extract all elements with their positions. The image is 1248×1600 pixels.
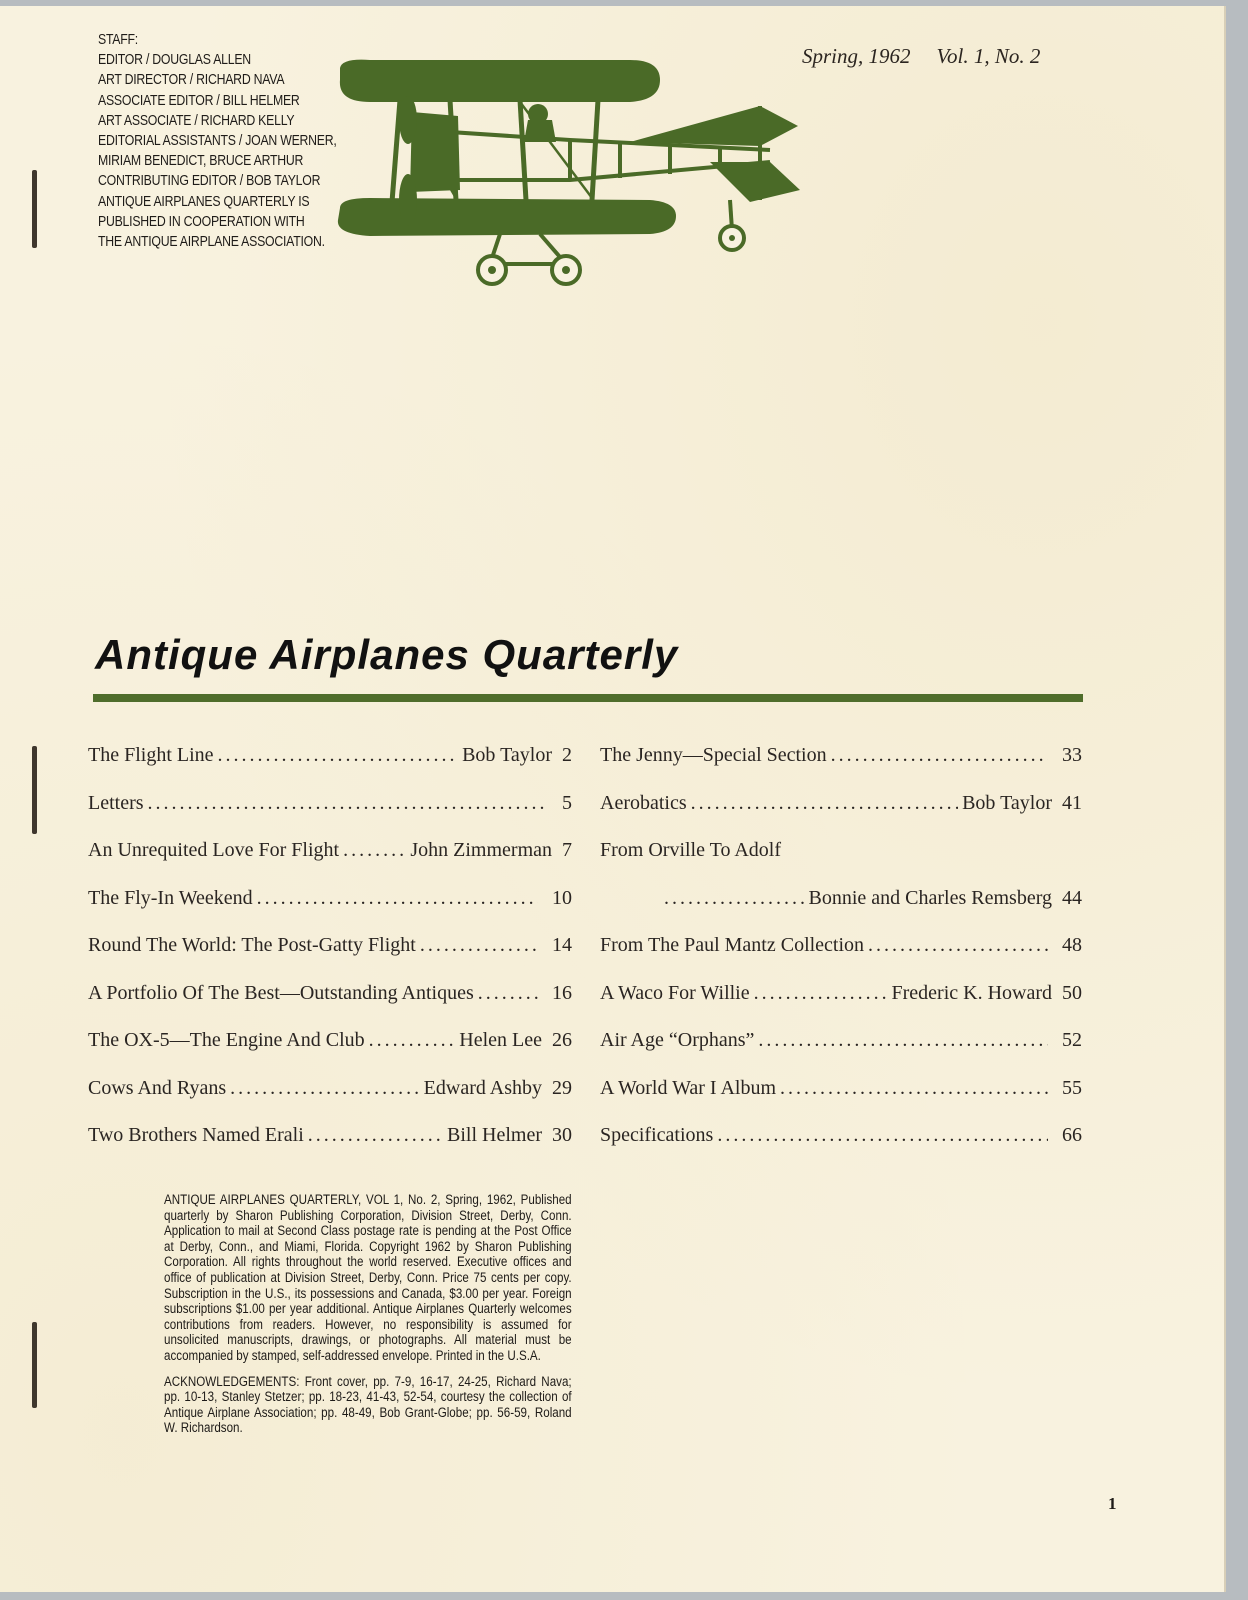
colophon [164,1192,572,1436]
toc-entry-page: 10 [552,886,572,909]
toc-entry-page: 52 [1062,1029,1082,1051]
contents-right-column [600,744,1082,1172]
staff-line: ART ASSOCIATE / RICHARD KELLY [98,111,295,129]
toc-leader [369,1029,456,1052]
staff-line: EDITOR / DOUGLAS ALLEN [98,51,251,69]
toc-leader [780,1077,1048,1100]
toc-entry-title: The OX-5—The Engine And Club [88,1029,365,1051]
toc-entry-title: Air Age “Orphans” [600,1029,755,1051]
toc-entry-page: 26 [552,1029,572,1051]
toc-entry[interactable] [600,839,1082,887]
toc-entry-title: A Waco For Willie [600,981,750,1004]
issue-info [802,44,1040,69]
toc-entry[interactable] [88,887,572,935]
toc-entry-page: 2 [562,744,572,766]
toc-entry-title: Specifications [600,1124,714,1146]
toc-entry-author: Edward Ashby [423,1076,542,1099]
toc-leader [691,792,958,815]
toc-entry-title: A World War I Album [600,1076,777,1099]
toc-entry[interactable] [88,1077,572,1125]
toc-entry-title: Cows And Ryans [88,1076,227,1099]
toc-entry[interactable] [600,792,1082,840]
toc-entry-author: Bob Taylor [962,791,1052,814]
toc-entry-title: Two Brothers Named Erali [88,1124,304,1146]
staff-line: ASSOCIATE EDITOR / BILL HELMER [98,91,300,109]
toc-entry-title: From The Paul Mantz Collection [600,934,865,956]
toc-leader [420,934,538,957]
staff-box [98,30,337,252]
toc-leader [758,1029,1048,1052]
acknowledgements: ACKNOWLEDGEMENTS: Front cover, pp. 7-9, 16-17, 24-25, Richard Nava; pp. 10-13, Stanley Stetzer; pp. 18-23, 41-43, 52-54, courtesy the collection of Antique Airplane Association; pp. 48-49, Bob Grant-Globe; pp. 56-59, Roland W. Richardson. [164,1373,572,1436]
toc-entry-page: 29 [552,1076,572,1099]
staff-line: MIRIAM BENEDICT, BRUCE ARTHUR [98,152,304,170]
toc-entry-page: 41 [1062,791,1082,814]
staple [32,170,37,248]
staff-line: ART DIRECTOR / RICHARD NAVA [98,71,285,89]
toc-leader [664,887,805,910]
toc-leader [831,744,1048,767]
toc-leader [478,982,538,1005]
toc-entry-title: Round The World: The Post-Gatty Flight [88,934,416,956]
toc-entry-title: The Fly-In Weekend [88,886,253,909]
magazine-title: Antique Airplanes Quarterly [95,631,679,678]
toc-entry-page: 33 [1062,744,1082,766]
toc-entry-page: 48 [1062,934,1082,956]
toc-entry[interactable] [600,1029,1082,1077]
staff-line: STAFF: [98,31,138,48]
toc-entry-page: 7 [562,839,572,861]
contents-left-column [88,744,572,1172]
toc-entry-page: 44 [1062,886,1082,909]
toc-entry-title: The Jenny—Special Section [600,744,827,766]
toc-entry-title: Aerobatics [600,791,687,814]
toc-entry-title: A Portfolio Of The Best—Outstanding Antiques [88,981,474,1004]
toc-entry-author: Bob Taylor [462,744,552,766]
toc-entry[interactable] [600,744,1082,792]
toc-leader [754,982,888,1005]
toc-entry-author: John Zimmerman [410,839,552,861]
toc-entry[interactable] [88,839,572,887]
staff-line: PUBLISHED IN COOPERATION WITH [98,212,305,230]
toc-entry-author: Frederic K. Howard [891,981,1052,1004]
page-number: 1 [1108,1494,1117,1513]
toc-entry-author: Bonnie and Charles Remsberg [808,886,1052,909]
staff-line: ANTIQUE AIRPLANES QUARTERLY IS [98,192,310,210]
title-rule [93,694,1083,702]
toc-leader [868,934,1048,957]
toc-entry[interactable] [600,1124,1082,1172]
staple [32,1322,37,1408]
toc-leader [257,887,538,910]
toc-leader [343,839,406,862]
magazine-page [0,6,1226,1592]
toc-entry-page: 30 [552,1124,572,1146]
toc-entry-page: 55 [1062,1076,1082,1099]
staff-line: EDITORIAL ASSISTANTS / JOAN WERNER, [98,132,337,150]
staple [32,746,37,834]
toc-entry-page: 16 [552,981,572,1004]
toc-leader [218,744,459,767]
toc-entry[interactable] [88,1029,572,1077]
toc-entry-page: 14 [552,934,572,956]
toc-entry[interactable] [600,934,1082,982]
biplane-illustration [330,50,810,300]
staff-line: THE ANTIQUE AIRPLANE ASSOCIATION. [98,233,325,251]
toc-leader [148,792,548,815]
toc-entry-author: Helen Lee [459,1029,542,1051]
toc-entry-title: From Orville To Adolf [600,839,782,861]
toc-entry-title: The Flight Line [88,744,214,766]
toc-entry[interactable] [88,934,572,982]
toc-leader [717,1124,1048,1147]
issue-season: Spring, 1962 [802,44,911,68]
toc-entry-page: 66 [1062,1124,1082,1146]
toc-leader [308,1124,443,1147]
toc-entry-author: Bill Helmer [447,1124,542,1146]
toc-entry-page: 5 [562,791,572,814]
toc-entry[interactable] [600,982,1082,1030]
toc-entry[interactable] [88,1124,572,1172]
toc-entry[interactable] [88,744,572,792]
toc-entry-title: Letters [88,791,144,814]
toc-entry-continued[interactable] [600,887,1082,935]
toc-leader [230,1077,420,1100]
toc-entry[interactable] [88,982,572,1030]
toc-entry-title: An Unrequited Love For Flight [88,839,340,861]
toc-entry-page: 50 [1062,981,1082,1004]
toc-entry[interactable] [600,1077,1082,1125]
issue-volume: Vol. 1, No. 2 [936,44,1041,68]
staff-line: CONTRIBUTING EDITOR / BOB TAYLOR [98,172,321,190]
publication-notice: ANTIQUE AIRPLANES QUARTERLY, VOL 1, No. 2, Spring, 1962, Published quarterly by Sharon Publishing Corporation, Division Street, Derby, Conn. Application to mail at Second Class postage rate is pending at the Post Office at Derby, Conn., and Miami, Florida. Copyright 1962 by Sharon Publishing Corporation. All rights throughout the world reserved. Executive offices and office of publication at Division Street, Derby, Conn. Price 75 cents per copy. Subscription in the U.S., its possessions and Canada, $3.00 per year. Foreign subscriptions $1.00 per year additional. Antique Airplanes Quarterly welcomes contributions from readers. However, no responsibility is assumed for unsolicited manuscripts, drawings, or photographs. All material must be accompanied by stamped, self-addressed envelope. Printed in the U.S.A. [164,1192,572,1363]
toc-entry[interactable] [88,792,572,840]
